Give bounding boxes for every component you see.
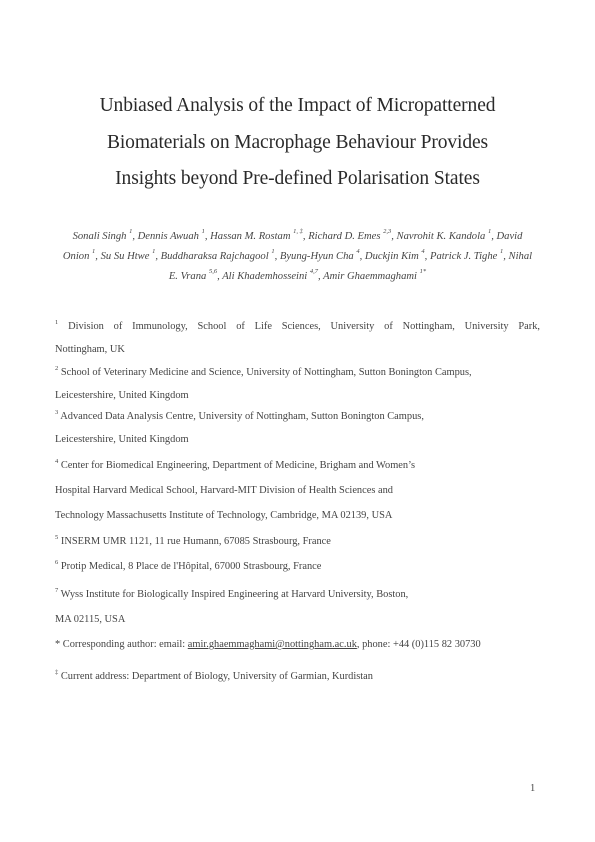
author-name: Richard D. Emes: [308, 231, 381, 242]
affiliation-mark: 5: [55, 533, 59, 541]
title-line-3: Insights beyond Pre-defined Polarisation States: [115, 168, 480, 189]
footnote-mark: ‡: [55, 668, 59, 676]
affiliation-mark: 2: [55, 364, 59, 372]
affiliation-text: Nottingham, UK: [55, 343, 125, 355]
author-affiliation-mark: 4: [421, 248, 425, 256]
author-name: Su Su Htwe: [100, 251, 150, 262]
author-affiliation-mark: 1, ‡: [293, 228, 303, 236]
author-affiliation-mark: 1: [487, 228, 492, 236]
corresponding-phone: , phone: +44 (0)115 82 30730: [356, 639, 481, 650]
author-name: Dennis Awuah: [137, 231, 199, 242]
affiliation-text: Division of Immunology, School of Life Sciences, University of Nottingham, University Park,: [68, 321, 540, 332]
affiliation-text: Center for Biomedical Engineering, Department of Medicine, Brigham and Women’s: [60, 460, 416, 471]
title-line-1: Unbiased Analysis of the Impact of Micropatterned: [99, 95, 496, 116]
current-address-note: [55, 666, 540, 689]
affiliation-mark: 4: [55, 457, 59, 465]
affiliation-4: [55, 453, 540, 528]
affiliation-text: Protip Medical, 8 Place de l'Hôpital, 67000 Strasbourg, France: [60, 561, 322, 572]
author-affiliation-mark: 1: [152, 248, 156, 256]
current-address-text: Current address: Department of Biology, University of Garmian, Kurdistan: [60, 671, 373, 682]
corresponding-prefix: * Corresponding author: email:: [55, 639, 188, 650]
affiliation-2: [55, 362, 540, 407]
author-affiliation-mark: 1: [129, 228, 133, 236]
paper-title: [50, 88, 545, 198]
affiliation-text: School of Veterinary Medicine and Science, University of Nottingham, Sutton Bonington Campus,: [60, 367, 472, 378]
author-affiliation-mark: 4,7: [309, 268, 319, 276]
affiliation-text: INSERM UMR 1121, 11 rue Humann, 67085 Strasbourg, France: [60, 536, 331, 547]
title-line-2: Biomaterials on Macrophage Behaviour Provides: [106, 131, 489, 153]
page-number: 1: [530, 783, 536, 794]
author-affiliation-mark: 1: [271, 248, 275, 256]
affiliation-text: Leicestershire, United Kingdom: [55, 389, 189, 401]
affiliation-mark: 6: [55, 558, 59, 566]
affiliation-5: [55, 531, 540, 554]
author-affiliation-mark: 1: [500, 248, 504, 256]
author-affiliation-mark: 2,3: [383, 228, 392, 236]
affiliation-mark: 3: [55, 408, 59, 416]
author-affiliation-mark: 4: [356, 248, 360, 256]
affiliation-mark: 7: [55, 586, 59, 594]
affiliation-7: [55, 582, 540, 632]
author-affiliation-mark: 1: [201, 228, 205, 236]
affiliation-text: Leicestershire, United Kingdom: [55, 433, 189, 445]
author-name: Amir Ghaemmaghami: [323, 271, 417, 282]
author-name: Patrick J. Tighe: [429, 251, 498, 262]
author-affiliation-mark: 5,6: [208, 268, 218, 276]
affiliation-mark: 1: [55, 318, 59, 326]
corresponding-author: [55, 634, 540, 657]
author-name: Sonali Singh: [72, 231, 127, 242]
author-name: Duckjin Kim: [364, 251, 419, 262]
affiliation-text: Wyss Institute for Biologically Inspired Engineering at Harvard University, Boston,: [60, 589, 409, 600]
affiliation-text: MA 02115, USA: [55, 614, 126, 625]
author-name: Navrohit K. Kandola: [396, 231, 486, 242]
affiliation-1: [55, 316, 540, 361]
affiliation-text: Hospital Harvard Medical School, Harvard-MIT Division of Health Sciences and: [55, 485, 393, 496]
author-name: Ali Khademhosseini: [222, 271, 308, 282]
affiliation-3: [55, 406, 540, 451]
corresponding-email-link[interactable]: amir.ghaemmaghami@nottingham.ac.uk: [187, 639, 357, 650]
author-name: Hassan M. Rostam: [210, 231, 291, 242]
affiliation-6: [55, 556, 540, 579]
author-name: Nihal E. Vrana: [168, 251, 533, 282]
affiliation-text: Technology Massachusetts Institute of Technology, Cambridge, MA 02139, USA: [55, 510, 393, 521]
author-list: Sonali Singh $^1$, Dennis Awuah $^1$, Hassan M. Rostam $^{1, \ddagger}$, Richard D. Emes $^{2,3}$, Navrohit K. Kandola $^1$, David Onion $^1$, Su Su Htwe $^1$, Buddharaksa Rajchagool $^1$, Byung-Hyun Cha $^4$, Duckjin Kim $^4$, Patrick J. Tighe $^1$, Nihal E. Vrana $^{5,6}$, Ali Khademhosseini $^{4,7}$, Amir Ghaemmaghami $^{1*}$: [62, 228, 533, 282]
author-name: David Onion: [62, 231, 523, 262]
author-affiliation-mark: 1: [92, 248, 96, 256]
affiliation-text: Advanced Data Analysis Centre, University of Nottingham, Sutton Bonington Campus,: [60, 411, 424, 422]
author-name: Byung-Hyun Cha: [279, 251, 354, 262]
author-name: Buddharaksa Rajchagool: [160, 251, 269, 262]
author-affiliation-mark: 1*: [419, 268, 427, 276]
